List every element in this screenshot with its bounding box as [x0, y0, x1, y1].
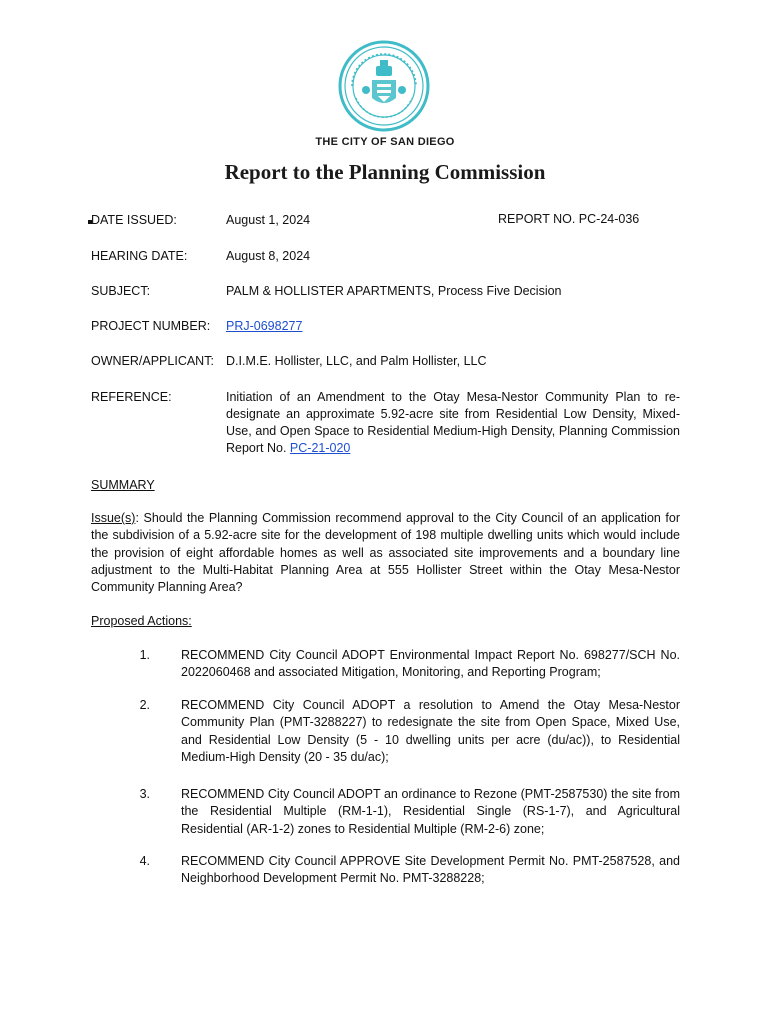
hearing-date-label: HEARING DATE: — [91, 249, 188, 263]
reference-body: Initiation of an Amendment to the Otay Mesa-Nestor Community Plan to re-designate an approximate 5.92-acre site from Residential Low Density, Mixed-Use, and Open Space to Residential Medium-High Density, Planning Commission Report No. — [226, 390, 680, 455]
subject-value: PALM & HOLLISTER APARTMENTS, Process Five Decision — [226, 284, 562, 298]
action-text: RECOMMEND City Council ADOPT a resolution to Amend the Otay Mesa-Nestor Community Plan (PMT-3288227) to redesignate the site from Open Space, Mixed Use, and Residential Low Density (5 - 10 dwelling units per acre (du/ac)), to Residential Medium-High Density (20 - 35 du/ac); — [181, 698, 680, 764]
summary-heading: SUMMARY — [91, 478, 155, 492]
report-number: REPORT NO. PC-24-036 — [498, 212, 640, 226]
proposed-actions-heading: Proposed Actions: — [91, 614, 192, 628]
owner-label: OWNER/APPLICANT: — [91, 354, 214, 368]
issue-paragraph — [91, 510, 680, 596]
action-number: 4. — [139, 854, 150, 868]
action-number: 3. — [139, 787, 150, 801]
issue-label: Issue(s) — [91, 511, 136, 525]
action-text: RECOMMEND City Council ADOPT an ordinance to Rezone (PMT-2587530) the site from the Residential Multiple (RM-1-1), Residential Single (RS-1-7), and Agricultural Residential (AR-1-2) zones to Residential Multiple (RM-2-6) zone; — [181, 787, 680, 836]
project-number-link[interactable]: PRJ-0698277 — [226, 319, 303, 333]
date-issued-label: DATE ISSUED: — [91, 213, 177, 227]
reference-report-link[interactable]: PC-21-020 — [289, 441, 351, 455]
issue-text: : Should the Planning Commission recommend approval to the City Council of an application for the subdivision of a 5.92-acre site for the development of 198 multiple dwelling units which would include the provision of eight affordable homes as well as associated site improvements and a boundary line adjustment to the Multi-Habitat Planning Area at 555 Hollister Street within the Otay Mesa-Nestor Community Planning Area? — [91, 511, 680, 595]
project-number-label: PROJECT NUMBER: — [91, 319, 211, 333]
city-seal-icon — [338, 40, 430, 132]
reference-text — [226, 389, 680, 457]
city-name-heading: THE CITY OF SAN DIEGO — [315, 136, 455, 148]
hearing-date-value: August 8, 2024 — [226, 249, 311, 263]
action-text: RECOMMEND City Council APPROVE Site Development Permit No. PMT-2587528, and Neighborhood Development Permit No. PMT-3288228; — [181, 854, 680, 886]
owner-value: D.I.M.E. Hollister, LLC, and Palm Hollister, LLC — [226, 354, 487, 368]
reference-label: REFERENCE: — [91, 390, 172, 404]
action-text: RECOMMEND City Council ADOPT Environmental Impact Report No. 698277/SCH No. 2022060468 and associated Mitigation, Monitoring, and Reporting Program; — [181, 648, 680, 680]
report-title: Report to the Planning Commission — [224, 160, 546, 184]
date-issued-value: August 1, 2024 — [226, 213, 311, 227]
subject-label: SUBJECT: — [91, 284, 151, 298]
action-number: 2. — [139, 698, 150, 712]
action-number: 1. — [139, 648, 150, 662]
